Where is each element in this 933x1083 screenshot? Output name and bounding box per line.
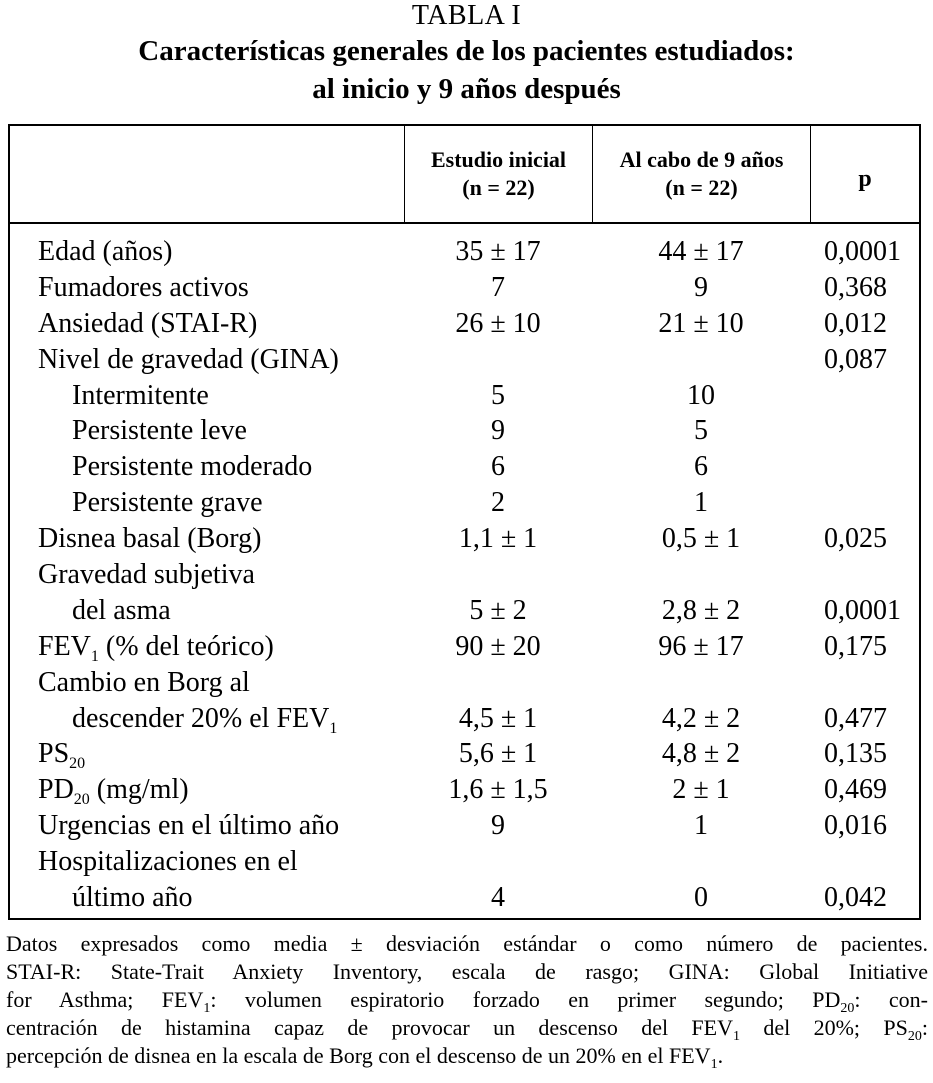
row-p-value: 0,175 (824, 630, 887, 662)
row-label: Disnea basal (Borg) (38, 523, 262, 555)
table-row (10, 557, 919, 593)
row-label: Urgencias en el último año (38, 810, 340, 842)
table-title-block (0, 0, 933, 108)
row-initial-value: 7 (491, 271, 505, 303)
row-label: descender 20% el $FEV_1$ (72, 702, 338, 737)
table-row (10, 234, 919, 270)
footnote-line-4: centración de histamina capaz de provocar un descenso del $FEV_1$ del 20%; $PS_{20}$: (6, 1015, 928, 1044)
footnote-line-1: Datos expresados como media ± desviación estándar o como número de pacientes. (6, 931, 928, 956)
table-row (10, 701, 919, 737)
row-initial-value: 5 (491, 379, 505, 411)
row-initial-value: 1,1 ± 1 (458, 523, 538, 555)
header-initial-study-n: (n = 22) (462, 175, 535, 200)
row-after-9-years-value: 44 ± 17 (658, 236, 744, 267)
table-row (10, 413, 919, 449)
table-row (10, 772, 919, 808)
table-caption-line-2: al inicio y 9 años después (312, 73, 621, 105)
row-p-value: 0,025 (824, 523, 887, 555)
row-p-value: 0,477 (824, 702, 887, 734)
row-initial-value: 5,6 ± 1 (458, 738, 538, 770)
row-after-9-years-value: 5 (694, 415, 708, 447)
row-after-9-years-value: 2 ± 1 (672, 774, 730, 806)
data-table (8, 124, 921, 920)
row-after-9-years-value: 9 (694, 271, 708, 303)
row-initial-value: 4 (491, 882, 505, 914)
footnote-line-5: percepción de disnea en la escala de Borg con el descenso de un 20% en el $FEV_1$. (6, 1043, 724, 1072)
table-row (10, 449, 919, 485)
table-row (10, 808, 919, 844)
table-row (10, 521, 919, 557)
table-row (10, 880, 919, 916)
row-p-value: 0,135 (824, 738, 887, 770)
table-footnote (6, 930, 928, 1070)
row-p-value: 0,042 (824, 882, 887, 914)
row-label: Persistente grave (72, 487, 263, 519)
row-label: Persistente leve (72, 415, 247, 447)
table-row (10, 736, 919, 772)
row-label: Persistente moderado (72, 451, 313, 483)
row-label: $FEV_1$ (% del teórico) (38, 630, 274, 665)
row-p-value: 0,0001 (824, 594, 901, 626)
row-after-9-years-value: 2,8 ± 2 (661, 594, 741, 626)
row-after-9-years-value: 4,8 ± 2 (661, 738, 741, 770)
row-after-9-years-value: 1 (694, 487, 708, 519)
header-after-9-years-n: (n = 22) (665, 175, 738, 200)
row-label: $PS_{20}$ (38, 738, 86, 773)
row-after-9-years-value: 6 (694, 451, 708, 483)
footnote-line-3: for Asthma; $FEV_1$: volumen espiratorio forzado en primer segundo; $PD_{20}$: con- (6, 987, 928, 1016)
table-number: TABLA I (411, 0, 522, 31)
row-label: Intermitente (72, 379, 209, 411)
row-label: Edad (años) (38, 236, 173, 267)
row-label: último año (72, 882, 193, 914)
table-row (10, 342, 919, 378)
row-label: Nivel de gravedad (GINA) (38, 343, 339, 375)
footnote-line-2: STAI-R: State-Trait Anxiety Inventory, escala de rasgo; GINA: Global Initiative (6, 959, 928, 984)
row-initial-value: 5 ± 2 (469, 594, 527, 626)
row-label: Hospitalizaciones en el (38, 846, 298, 878)
table-body (10, 234, 919, 916)
row-label: $PD_{20}$ (mg/ml) (38, 774, 189, 809)
row-p-value: 0,368 (824, 271, 887, 303)
header-initial-study (404, 126, 592, 222)
row-p-value: 0,469 (824, 774, 887, 806)
table-row (10, 629, 919, 665)
row-after-9-years-value: 0 (694, 882, 708, 914)
row-p-value: 0,012 (824, 307, 887, 339)
row-initial-value: 2 (491, 487, 505, 519)
row-label: Ansiedad (STAI-R) (38, 307, 258, 339)
row-after-9-years-value: 21 ± 10 (658, 307, 744, 339)
row-p-value: 0,0001 (824, 236, 901, 267)
row-initial-value: 26 ± 10 (455, 307, 541, 339)
row-initial-value: 9 (491, 415, 505, 447)
row-initial-value: 35 ± 17 (455, 236, 541, 267)
header-after-9-years-title: Al cabo de 9 años (619, 147, 784, 172)
table-header-row (10, 126, 919, 224)
row-initial-value: 90 ± 20 (455, 630, 541, 662)
row-label: Gravedad subjetiva (38, 559, 255, 591)
row-p-value: 0,087 (824, 343, 887, 375)
row-label: del asma (72, 594, 171, 626)
header-empty-cell (10, 126, 404, 222)
row-label: Fumadores activos (38, 271, 249, 303)
row-initial-value: 9 (491, 810, 505, 842)
row-p-value: 0,016 (824, 810, 887, 842)
row-initial-value: 6 (491, 451, 505, 483)
table-row (10, 844, 919, 880)
row-label: Cambio en Borg al (38, 666, 250, 698)
header-p-value: p (810, 126, 919, 222)
header-initial-study-title: Estudio inicial (430, 147, 567, 172)
table-row (10, 306, 919, 342)
table-row (10, 270, 919, 306)
header-after-9-years (592, 126, 810, 222)
row-after-9-years-value: 0,5 ± 1 (661, 523, 741, 555)
row-after-9-years-value: 4,2 ± 2 (661, 702, 741, 734)
table-row (10, 665, 919, 701)
table-row (10, 593, 919, 629)
row-after-9-years-value: 96 ± 17 (658, 630, 744, 662)
row-initial-value: 4,5 ± 1 (458, 702, 538, 734)
row-after-9-years-value: 1 (694, 810, 708, 842)
table-caption-line-1: Características generales de los pacientes estudiados: (138, 35, 795, 67)
row-after-9-years-value: 10 (687, 379, 715, 411)
row-initial-value: 1,6 ± 1,5 (448, 774, 548, 806)
table-row (10, 485, 919, 521)
table-row (10, 378, 919, 414)
